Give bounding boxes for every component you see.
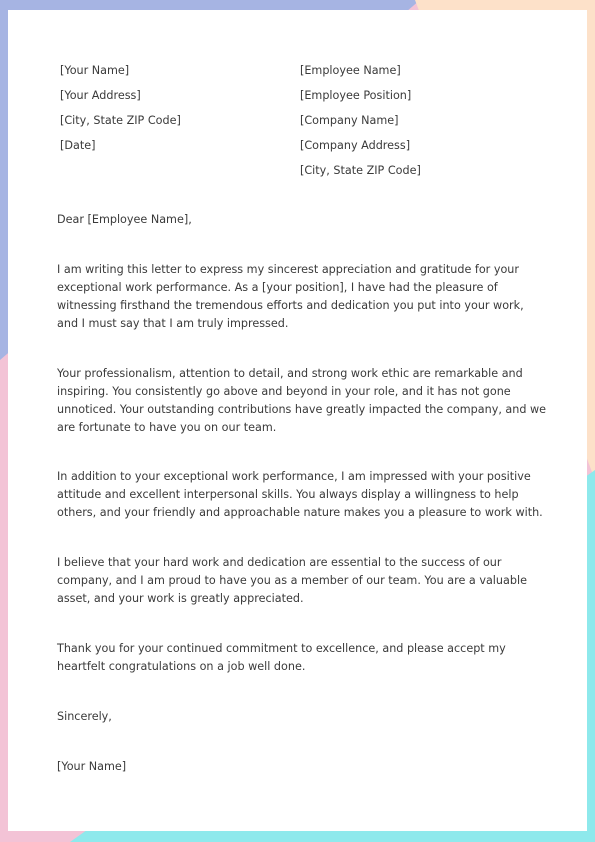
salutation: Dear [Employee Name], (57, 213, 192, 226)
paragraph-text: Your professionalism, attention to detail, and strong work ethic are remarkable and inspiring. You consistently go above and beyond in your role, and it has not gone unnoticed. Your outstanding contributions have greatly impacted the company, and we are fortunate to have you on our team. (57, 367, 547, 434)
paragraph-text: I believe that your hard work and dedication are essential to the success of our company, and I am proud to have you as a member of our team. You are a valuable asset, and your work is greatly appreciated. (57, 556, 527, 605)
recipient-company: [Company Name] (300, 114, 399, 127)
body-paragraph (57, 365, 547, 437)
paragraph-text: In addition to your exceptional work performance, I am impressed with your positive attitude and excellent interpersonal skills. You always display a willingness to help others, and your friendly and approachable nature makes you a pleasure to work with. (57, 470, 543, 519)
body-paragraph (57, 261, 547, 333)
recipient-address-block (300, 58, 421, 183)
sender-address-block (60, 58, 181, 158)
letter-page (8, 10, 587, 831)
recipient-city-state-zip: [City, State ZIP Code] (300, 164, 421, 177)
sender-address: [Your Address] (60, 89, 141, 102)
sender-city-state-zip: [City, State ZIP Code] (60, 114, 181, 127)
recipient-company-address: [Company Address] (300, 139, 411, 152)
closing: Sincerely, (57, 710, 112, 723)
sender-name: [Your Name] (60, 64, 130, 77)
recipient-position: [Employee Position] (300, 89, 412, 102)
paragraph-text: Thank you for your continued commitment to excellence, and please accept my heartfelt congratulations on a job well done. (57, 642, 506, 673)
body-paragraph (57, 640, 547, 676)
letter-date: [Date] (60, 139, 96, 152)
paragraph-text: I am writing this letter to express my sincerest appreciation and gratitude for your exceptional work performance. As a [your position], I have had the pleasure of witnessing firsthand the tremendous efforts and dedication you put into your work, and I must say that I am truly impressed. (57, 263, 524, 330)
body-paragraph (57, 468, 547, 522)
recipient-name: [Employee Name] (300, 64, 401, 77)
signature-name: [Your Name] (57, 760, 127, 773)
body-paragraph (57, 554, 547, 608)
